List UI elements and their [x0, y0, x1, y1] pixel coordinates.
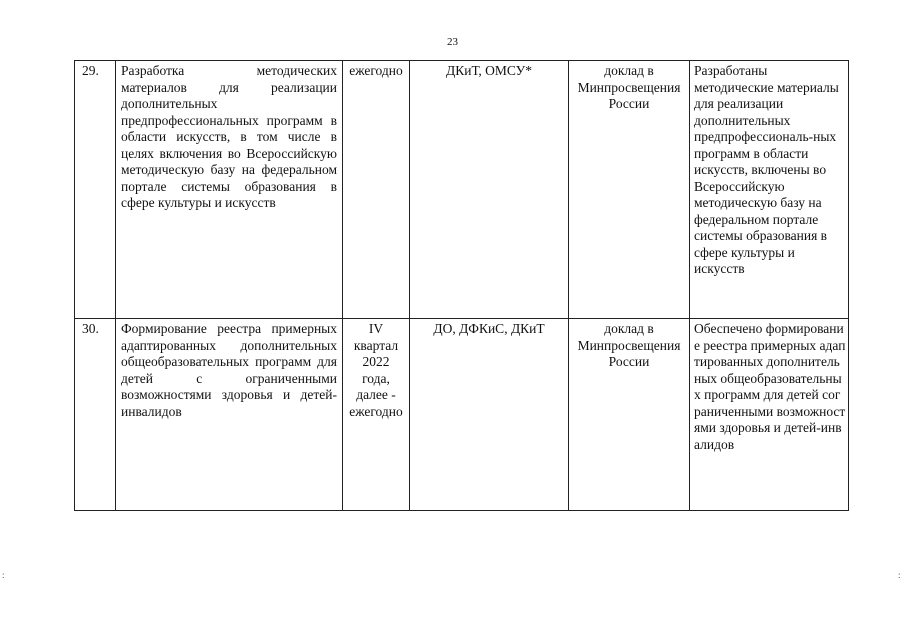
- activity-term: IV квартал 2022 года, далее - ежегодно: [343, 319, 410, 511]
- activity-report: доклад в Минпросвещения России: [569, 319, 690, 511]
- activity-responsible: ДО, ДФКиС, ДКиТ: [410, 319, 569, 511]
- activity-responsible: ДКиТ, ОМСУ*: [410, 61, 569, 319]
- scan-edge-mark-left: :: [2, 570, 5, 580]
- plan-table: [74, 60, 849, 511]
- activity-report: доклад в Минпросвещения России: [569, 61, 690, 319]
- table-row: [75, 61, 849, 319]
- table-row: [75, 319, 849, 511]
- activity-title: Разработка методических материалов для реализации дополнительных предпрофессиональных программ в области искусств, в том числе в целях включения во Всероссийскую методическую базу на федеральном портале системы образования в сфере культуры и искусств: [116, 61, 343, 319]
- row-number: 30.: [75, 319, 116, 511]
- activity-result: Разработаны методические материалы для реализации дополнительных предпрофессиональ-ных программ в области искусств, включены во Всероссийскую методическую базу на федеральном портале системы образования в сфере культуры и искусств: [690, 61, 849, 319]
- scan-edge-mark-right: :: [898, 570, 901, 580]
- activity-title: Формирование реестра примерных адаптированных дополнительных общеобразовательных программ для детей с ограниченными возможностями здоровья и детей-инвалидов: [116, 319, 343, 511]
- activity-result: Обеспечено формирование реестра примерных адаптированных дополнительных общеобразовательных программ для детей сограниченными возможностями здоровья и детей-инвалидов: [690, 319, 849, 511]
- activity-term: ежегодно: [343, 61, 410, 319]
- row-number: 29.: [75, 61, 116, 319]
- page-number: 23: [447, 36, 458, 48]
